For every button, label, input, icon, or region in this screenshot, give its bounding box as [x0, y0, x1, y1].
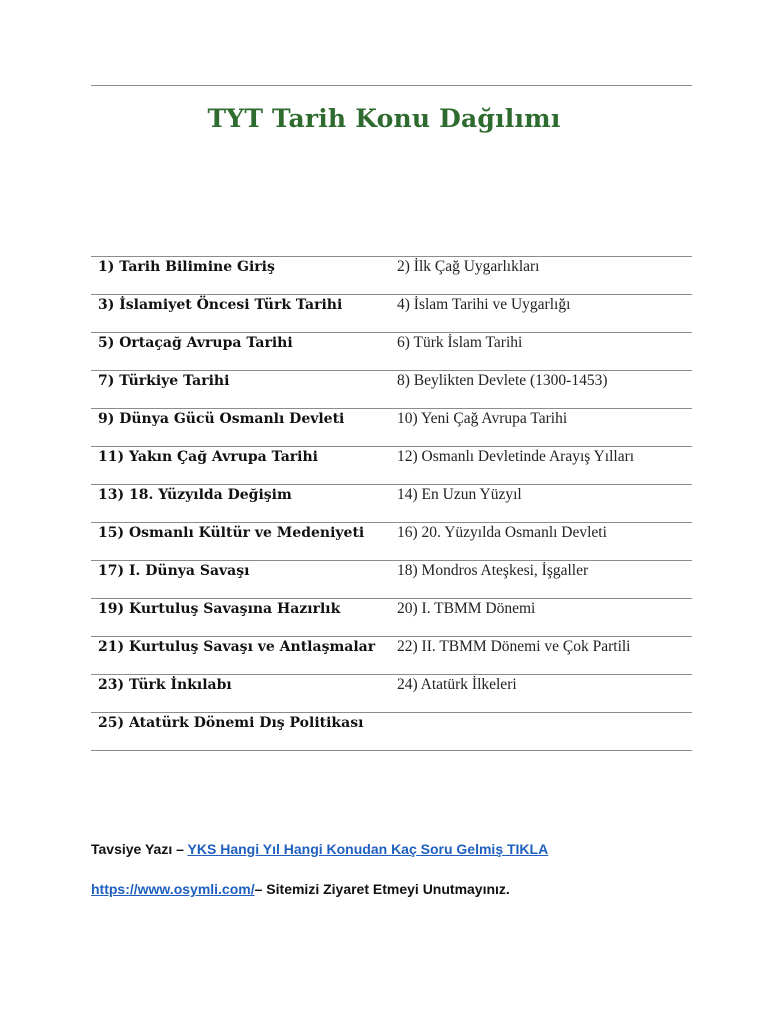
topic-left: 7) Türkiye Tarihi — [98, 373, 230, 389]
topic-left: 17) I. Dünya Savaşı — [98, 563, 250, 579]
site-text: – Sitemizi Ziyaret Etmeyi Unutmayınız. — [254, 881, 510, 897]
page-title: TYT Tarih Konu Dağılımı — [207, 104, 561, 133]
recommend-link[interactable]: YKS Hangi Yıl Hangi Konudan Kaç Soru Gelmiş TIKLA — [187, 841, 549, 857]
topic-row — [91, 598, 692, 636]
topic-left: 3) İslamiyet Öncesi Türk Tarihi — [98, 297, 343, 313]
topic-left: 9) Dünya Gücü Osmanlı Devleti — [98, 411, 345, 427]
topic-row — [91, 712, 692, 751]
topic-left: 23) Türk İnkılabı — [98, 677, 232, 693]
site-link[interactable]: https://www.osymli.com/ — [91, 881, 255, 897]
topic-right: 8) Beylikten Devlete (1300-1453) — [397, 372, 608, 389]
topic-row — [91, 408, 692, 446]
topic-right: 10) Yeni Çağ Avrupa Tarihi — [397, 410, 568, 427]
topic-row — [91, 674, 692, 712]
topic-row — [91, 294, 692, 332]
topic-left: 5) Ortaçağ Avrupa Tarihi — [98, 335, 293, 351]
topic-right: 18) Mondros Ateşkesi, İşgaller — [397, 562, 589, 579]
topic-row — [91, 636, 692, 674]
topics-table — [91, 256, 692, 751]
site-line — [91, 881, 510, 897]
topic-left: 21) Kurtuluş Savaşı ve Antlaşmalar — [98, 639, 376, 655]
topic-row — [91, 560, 692, 598]
topic-right: 14) En Uzun Yüzyıl — [397, 486, 522, 503]
topic-left: 25) Atatürk Dönemi Dış Politikası — [98, 715, 364, 731]
topic-left: 19) Kurtuluş Savaşına Hazırlık — [98, 601, 341, 617]
top-divider — [91, 85, 692, 86]
topic-row — [91, 484, 692, 522]
topic-right: 4) İslam Tarihi ve Uygarlığı — [397, 296, 571, 313]
topic-right: 24) Atatürk İlkeleri — [397, 676, 517, 693]
topic-right: 20) I. TBMM Dönemi — [397, 600, 536, 617]
topic-row — [91, 446, 692, 484]
topic-right: 12) Osmanlı Devletinde Arayış Yılları — [397, 448, 635, 465]
topic-row — [91, 522, 692, 560]
recommend-label: Tavsiye Yazı – — [91, 841, 188, 857]
topic-left: 13) 18. Yüzyılda Değişim — [98, 487, 292, 503]
topic-right: 2) İlk Çağ Uygarlıkları — [397, 258, 540, 275]
topic-right: 22) II. TBMM Dönemi ve Çok Partili — [397, 638, 631, 655]
topic-right: 6) Türk İslam Tarihi — [397, 334, 523, 351]
topic-row — [91, 256, 692, 294]
topic-left: 11) Yakın Çağ Avrupa Tarihi — [98, 449, 318, 465]
recommend-line — [91, 841, 548, 857]
topic-row — [91, 332, 692, 370]
topic-left: 1) Tarih Bilimine Giriş — [98, 259, 275, 275]
topic-row — [91, 370, 692, 408]
topic-left: 15) Osmanlı Kültür ve Medeniyeti — [98, 525, 365, 541]
topic-right: 16) 20. Yüzyılda Osmanlı Devleti — [397, 524, 607, 541]
